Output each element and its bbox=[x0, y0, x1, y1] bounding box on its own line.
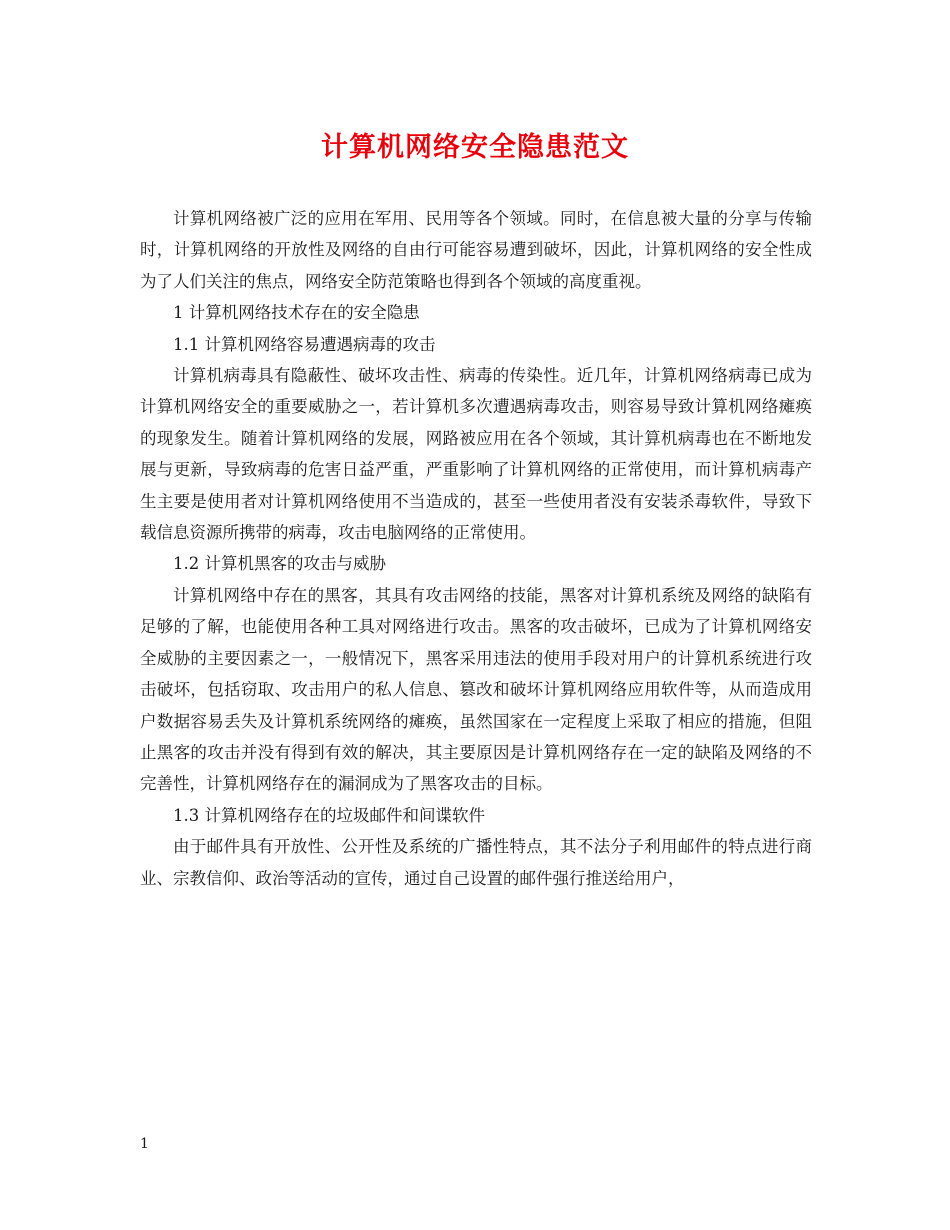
section-heading-1-2: 1.2 计算机黑客的攻击与威胁 bbox=[173, 554, 386, 574]
document-title: 计算机网络安全隐患范文 bbox=[321, 132, 629, 163]
document-body bbox=[140, 203, 812, 894]
paragraph-virus: 计算机病毒具有隐蔽性、破坏攻击性、病毒的传染性。近几年，计算机网络病毒已成为计算机网络安全的重要威胁之一，若计算机多次遭遇病毒攻击，则容易导致计算机网络瘫痪的现象发生。随着计算机网络的发展，网路被应用在各个领域，其计算机病毒也在不断地发展与更新，导致病毒的危害日益严重，严重影响了计算机网络的正常使用，而计算机病毒产生主要是使用者对计算机网络使用不当造成的，甚至一些使用者没有安装杀毒软件，导致下载信息资源所携带的病毒，攻击电脑网络的正常使用。 bbox=[140, 366, 812, 543]
page-number: 1 bbox=[140, 1136, 149, 1152]
paragraph-intro: 计算机网络被广泛的应用在军用、民用等各个领域。同时，在信息被大量的分享与传输时，计算机网络的开放性及网络的自由行可能容易遭到破坏，因此，计算机网络的安全性成为了人们关注的焦点，网络安全防范策略也得到各个领域的高度重视。 bbox=[140, 209, 812, 291]
paragraph-hacker: 计算机网络中存在的黑客，其具有攻击网络的技能，黑客对计算机系统及网络的缺陷有足够的了解，也能使用各种工具对网络进行攻击。黑客的攻击破坏，已成为了计算机网络安全威胁的主要因素之一，一般情况下，黑客采用违法的使用手段对用户的计算机系统进行攻击破坏，包括窃取、攻击用户的私人信息、篡改和破坏计算机网络应用软件等，从而造成用户数据容易丢失及计算机系统网络的瘫痪，虽然国家在一定程度上采取了相应的措施，但阻止黑客的攻击并没有得到有效的解决，其主要原因是计算机网络存在一定的缺陷及网络的不完善性，计算机网络存在的漏洞成为了黑客攻击的目标。 bbox=[140, 585, 812, 794]
paragraph-spam: 由于邮件具有开放性、公开性及系统的广播性特点，其不法分子利用邮件的特点进行商业、宗教信仰、政治等活动的宣传，通过自己设置的邮件强行推送给用户， bbox=[140, 837, 812, 888]
section-heading-1: 1 计算机网络技术存在的安全隐患 bbox=[173, 303, 420, 323]
section-heading-1-3: 1.3 计算机网络存在的垃圾邮件和间谍软件 bbox=[173, 805, 485, 825]
section-heading-1-1: 1.1 计算机网络容易遭遇病毒的攻击 bbox=[173, 334, 436, 354]
